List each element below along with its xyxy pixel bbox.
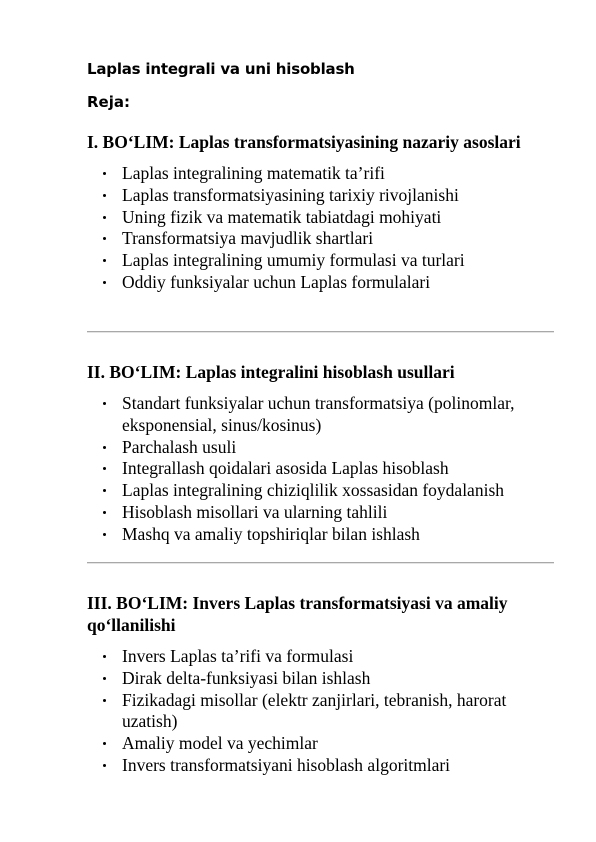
list-item: Mashq va amaliy topshiriqlar bilan ishlash [87,524,557,546]
bullet-icon [103,677,106,680]
section-1-heading: I. BO‘LIM: Laplas transformatsiyasining nazariy asoslari [87,132,521,152]
list-item: Hisoblash misollari va ularning tahlili [87,502,557,524]
bullet-icon [103,764,106,767]
list-item: Laplas transformatsiyasining tarixiy rivojlanishi [87,185,557,207]
list-item: Standart funksiyalar uchun transformatsiya (polinomlar, eksponensial, sinus/kosinus) [87,393,557,437]
section-2-list [87,393,557,546]
section-3-heading: III. BO‘LIM: Invers Laplas transformatsiyasi va amaliy qo‘llanilishi [87,593,508,635]
list-item: Invers transformatsiyani hisoblash algoritmlari [87,755,557,777]
bullet-icon [103,446,106,449]
section-divider [87,331,554,333]
section-1-list [87,163,557,294]
list-item: Laplas integralining chiziqlilik xossasidan foydalanish [87,480,557,502]
bullet-icon [103,259,106,262]
bullet-icon [103,194,106,197]
bullet-icon [103,402,106,405]
bullet-icon [103,467,106,470]
bullet-icon [103,172,106,175]
bullet-icon [103,655,106,658]
bullet-icon [103,511,106,514]
section-2-heading: II. BO‘LIM: Laplas integralini hisoblash usullari [87,362,455,382]
bullet-icon [103,281,106,284]
list-item: Integrallash qoidalari asosida Laplas hisoblash [87,458,557,480]
bullet-icon [103,216,106,219]
list-item: Transformatsiya mavjudlik shartlari [87,228,557,250]
section-3-list [87,646,557,777]
plan-label: Reja: [87,93,130,111]
section-3 [87,592,557,777]
list-item: Amaliy model va yechimlar [87,733,557,755]
list-item: Laplas integralining matematik ta’rifi [87,163,557,185]
bullet-icon [103,699,106,702]
list-item: Invers Laplas ta’rifi va formulasi [87,646,557,668]
bullet-icon [103,237,106,240]
section-1 [87,131,557,294]
list-item: Laplas integralining umumiy formulasi va turlari [87,250,557,272]
list-item: Parchalash usuli [87,437,557,459]
bullet-icon [103,533,106,536]
section-divider [87,562,554,564]
list-item: Fizikadagi misollar (elektr zanjirlari, tebranish, harorat uzatish) [87,690,557,734]
document-title: Laplas integrali va uni hisoblash [87,60,355,78]
bullet-icon [103,489,106,492]
list-item: Uning fizik va matematik tabiatdagi mohiyati [87,207,557,229]
list-item: Oddiy funksiyalar uchun Laplas formulalari [87,272,557,294]
bullet-icon [103,742,106,745]
section-2 [87,361,557,546]
list-item: Dirak delta-funksiyasi bilan ishlash [87,668,557,690]
